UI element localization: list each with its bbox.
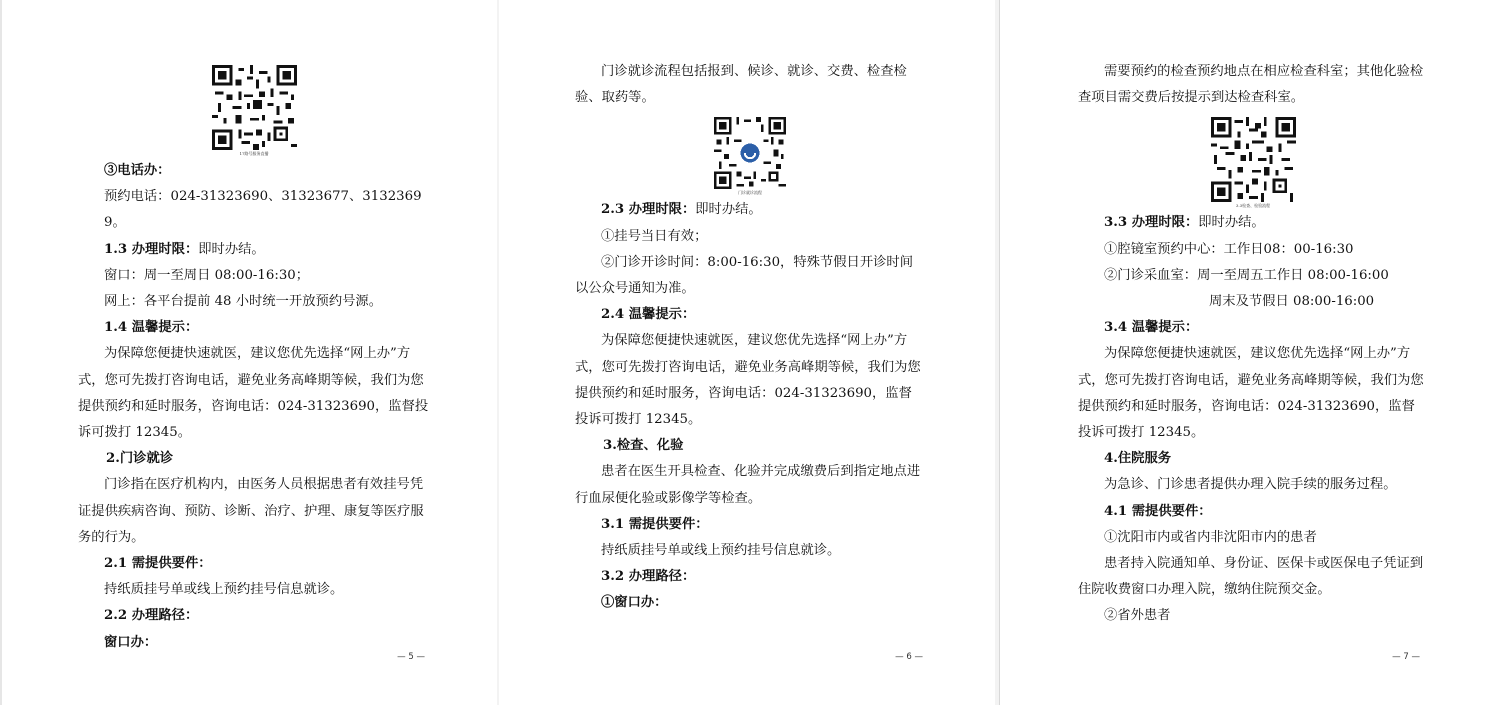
page-6-content xyxy=(575,59,925,617)
phone-numbers: 预约电话：024-31323690、31323677、31323699。 xyxy=(104,189,422,231)
weekend-hours: 周末及节假日 08:00-16:00 xyxy=(1209,294,1375,310)
window-route-heading: 窗口办： xyxy=(104,634,158,650)
section-4-heading: 4.住院服务 xyxy=(1104,451,1172,467)
tip-paragraph: 为保障您便捷快速就医，建议您优先选择“网上办”方式，您可先拨打咨询电话，避免业务高峰期等候，我们为您提供预约和延时服务，咨询电话：024-31323690，监督投诉可拨打 12345。 xyxy=(78,346,429,441)
local-patients-heading: ①沈阳市内或省内非沈阳市内的患者 xyxy=(1104,529,1317,545)
window-hours: 窗口：周一至周日 08:00-16:30； xyxy=(104,267,310,283)
section-2-1-text: 持纸质挂号单或线上预约挂号信息就诊。 xyxy=(104,582,344,598)
document-page-5 xyxy=(0,0,497,705)
page-5-content xyxy=(78,59,430,656)
qr-code-image xyxy=(714,117,786,189)
endoscopy-hours: ①腔镜室预约中心：工作日08：00-16:30 xyxy=(1104,241,1354,257)
local-patients-text: 患者持入院通知单、身份证、医保卡或医保电子凭证到住院收费窗口办理入院，缴纳住院预交金。 xyxy=(1078,556,1424,598)
section-3-heading: 3.检查、化验 xyxy=(603,438,684,454)
registration-validity: ①挂号当日有效； xyxy=(601,228,708,244)
qr-code-block xyxy=(1078,117,1428,208)
section-3-1-text: 持纸质挂号单或线上预约挂号信息就诊。 xyxy=(601,543,841,559)
inpatient-description: 为急诊、门诊患者提供办理入院手续的服务过程。 xyxy=(1104,477,1397,493)
qr-code-image xyxy=(1211,117,1296,202)
qr-code-block xyxy=(78,65,430,156)
phone-heading: ③电话办： xyxy=(104,163,171,178)
tip-paragraph: 为保障您便捷快速就医，建议您优先选择“网上办”方式，您可先拨打咨询电话，避免业务高峰期等候，我们为您提供预约和延时服务，咨询电话：024-31323690，监督投诉可拨打 12345。 xyxy=(575,333,921,428)
online-hours: 网上：各平台提前 48 小时统一开放预约号源。 xyxy=(104,294,383,310)
clinic-hours: ②门诊开诊时间：8:00-16:30，特殊节假日开诊时间以公众号通知为准。 xyxy=(575,254,914,297)
section-2-3-heading: 2.3 办理时限： xyxy=(601,202,696,218)
page-number: — 7 — xyxy=(1392,652,1420,662)
page-number: — 5 — xyxy=(397,652,425,662)
blood-draw-hours: ②门诊采血室：周一至周五工作日 08:00-16:00 xyxy=(1104,267,1389,283)
qr-code-image xyxy=(212,65,297,150)
document-page-7 xyxy=(999,0,1492,705)
document-page-6 xyxy=(499,0,995,705)
section-4-1-heading: 4.1 需提供要件： xyxy=(1104,503,1212,519)
section-3-1-heading: 3.1 需提供要件： xyxy=(601,516,709,532)
section-2-4-heading: 2.4 温馨提示： xyxy=(601,307,696,323)
section-3-3-text: 即时办结。 xyxy=(1198,215,1265,231)
section-1-4-heading: 1.4 温馨提示： xyxy=(104,320,199,336)
qr-caption: 门诊就诊流程 xyxy=(738,190,762,196)
section-3-4-heading: 3.4 温馨提示： xyxy=(1104,320,1199,336)
out-of-province-heading: ②省外患者 xyxy=(1104,608,1171,624)
tip-paragraph: 为保障您便捷快速就医，建议您优先选择“网上办”方式，您可先拨打咨询电话，避免业务高峰期等候，我们为您提供预约和延时服务，咨询电话：024-31323690，监督投诉可拨打 12345。 xyxy=(1078,346,1424,441)
page-7-content xyxy=(1078,59,1428,630)
appointment-location-text: 需要预约的检查预约地点在相应检查科室；其他化验检查项目需交费后按提示到达检查科室。 xyxy=(1078,64,1424,106)
qr-code-block xyxy=(575,117,925,195)
section-2-3-text: 即时办结。 xyxy=(695,202,762,218)
section-3-2-heading: 3.2 办理路径： xyxy=(601,569,696,585)
section-2-heading: 2.门诊就诊 xyxy=(106,451,174,467)
exam-description: 患者在医生开具检查、化验并完成缴费后到指定地点进行血尿便化验或影像学等检查。 xyxy=(575,464,921,506)
section-2-2-heading: 2.2 办理路径： xyxy=(104,608,199,624)
qr-caption: 3.3检查、检验流程 xyxy=(1235,203,1271,209)
outpatient-definition: 门诊指在医疗机构内，由医务人员根据患者有效挂号凭证提供疾病咨询、预防、诊断、治疗、护理、康复等医疗服务的行为。 xyxy=(78,477,424,545)
section-3-3-heading: 3.3 办理时限： xyxy=(1104,215,1199,231)
section-1-3-text: 即时办结。 xyxy=(198,241,265,257)
section-2-1-heading: 2.1 需提供要件： xyxy=(104,556,212,572)
window-route-heading: ①窗口办： xyxy=(601,595,668,611)
qr-caption: 17路号服务直播 xyxy=(239,151,269,156)
visit-process-text: 门诊就诊流程包括报到、候诊、就诊、交费、检查检验、取药等。 xyxy=(575,64,907,106)
page-number: — 6 — xyxy=(895,652,923,662)
section-1-3-heading: 1.3 办理时限： xyxy=(104,241,199,257)
